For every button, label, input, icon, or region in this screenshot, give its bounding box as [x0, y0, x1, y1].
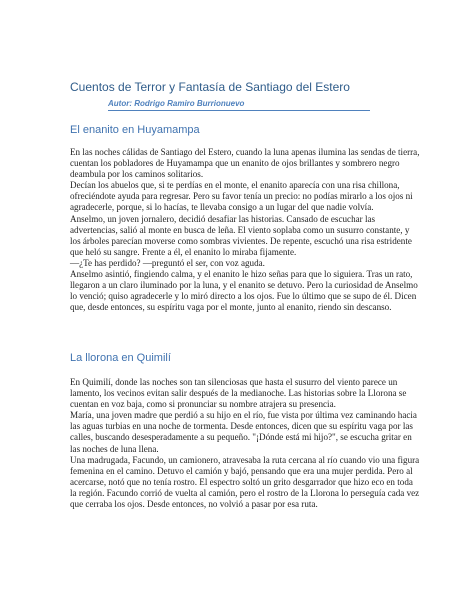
document-author: Autor: Rodrigo Ramiro Burrionuevo [108, 99, 370, 111]
paragraph: Anselmo asintió, fingiendo calma, y el enanito le hizo señas para que lo siguiera. Tras un rato, llegaron a un claro iluminado por la luna, y el enanito se detuvo. Pero la curiosidad de Anselmo lo venció; quiso agradecerle y lo miró directo a los ojos. Fue lo último que se supo de él. Dicen que, desde entonces, su espíritu vaga por el monte, junto al enanito, riendo sin descanso. [70, 269, 418, 313]
paragraph: Decían los abuelos que, si te perdías en el monte, el enanito aparecía con una risa chillona, ofreciéndote ayuda para regresar. Pero su favor tenía un precio: no podías mirarlo a los ojos ni agradecerle, porque, si lo hacías, te llevaba consigo a un lugar del que nadie volvía. [70, 180, 413, 213]
story-heading-llorona: La llorona en Quimilí [70, 352, 171, 364]
paragraph: Una madrugada, Facundo, un camionero, atravesaba la ruta cercana al río cuando vio una figura femenina en el camino. Detuvo el camión y bajó, pensando que era una mujer perdida. Pero al acercarse, notó que no tenía rostro. El espectro soltó un grito desgarrador que hizo eco en toda la región. Facundo corrió de vuelta al camión, pero el rostro de la Llorona lo perseguía cada vez que cerraba los ojos. Desde entonces, no volvió a pasar por esa ruta. [70, 454, 420, 510]
paragraph: María, una joven madre que perdió a su hijo en el río, fue vista por última vez caminando hacia las aguas turbias en una noche de tormenta. Desde entonces, dicen que su espíritu vaga por las calles, buscando desesperadamente a su pequeño. "¡Dónde está mi hijo?", se escucha gritar en las noches de luna llena. [70, 410, 417, 454]
paragraph: En las noches cálidas de Santiago del Estero, cuando la luna apenas ilumina las sendas de tierra, cuentan los pobladores de Huyamampa que un enanito de ojos brillantes y sombrero negro deambula por los caminos solitarios. [70, 147, 420, 180]
paragraph: Anselmo, un joven jornalero, decidió desafiar las historias. Cansado de escuchar las advertencias, salió al monte en busca de leña. El viento soplaba como un susurro constante, y los árboles parecían moverse como sombras vivientes. De repente, escuchó una risa estridente que heló su sangre. Frente a él, el enanito lo miraba fijamente. [70, 213, 412, 257]
story-body-llorona [70, 377, 420, 510]
document-title: Cuentos de Terror y Fantasía de Santiago del Estero [70, 80, 350, 94]
story-body-enanito [70, 147, 420, 313]
story-heading-enanito: El enanito en Huyamampa [70, 124, 200, 136]
paragraph: —¿Te has perdido? —preguntó el ser, con voz aguda. [70, 257, 265, 268]
paragraph: En Quimilí, donde las noches son tan silenciosas que hasta el susurro del viento parece un lamento, los vecinos evitan salir después de la medianoche. Las historias sobre la Llorona se cuentan en voz baja, como si pronunciar su nombre atrajera su presencia. [70, 377, 407, 410]
